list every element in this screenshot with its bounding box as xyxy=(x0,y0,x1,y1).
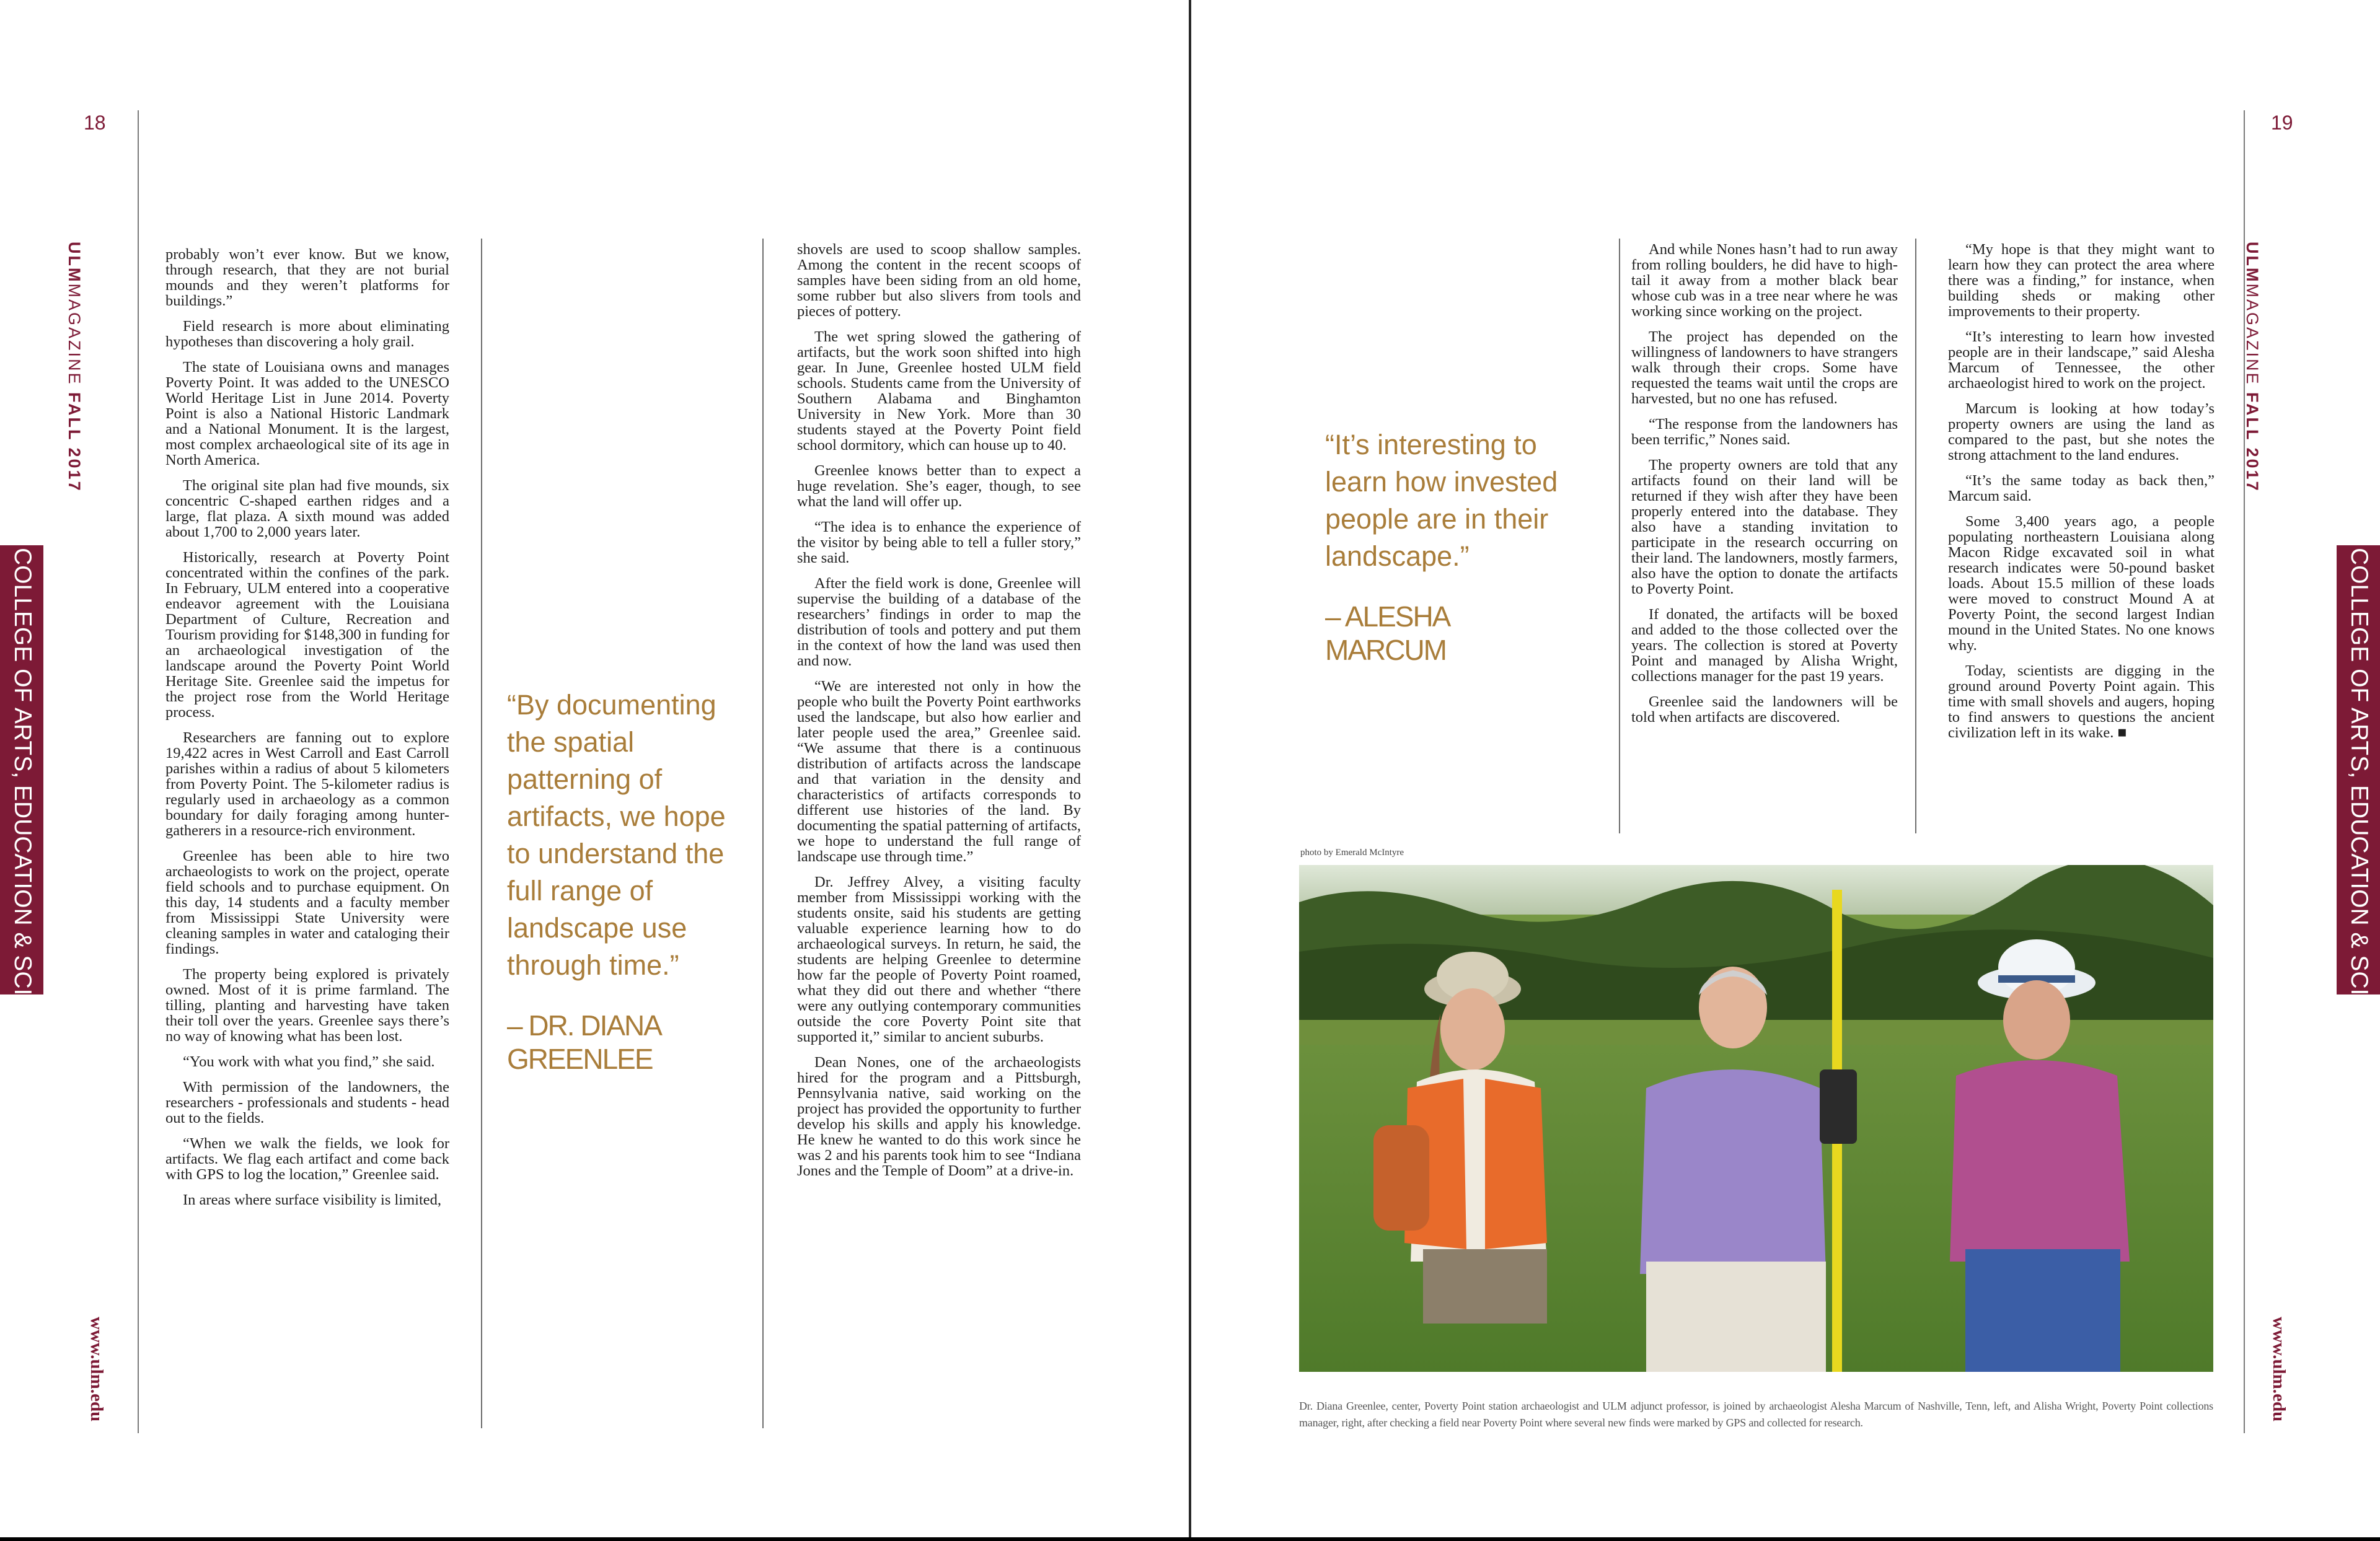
masthead-issue: FALL 2017 xyxy=(2243,392,2262,493)
website-left: www.ulm.edu xyxy=(87,1317,107,1422)
archaeologists-photo xyxy=(1299,865,2213,1372)
paragraph: If donated, the artifacts will be boxed and added to the those collected over the years. The collection is stored at Poverty Point and managed by Alisha Wright, collections manager for the past 19 years. xyxy=(1631,606,1898,685)
masthead-word: MAGAZINE xyxy=(2243,283,2262,386)
paragraph: “When we walk the fields, we look for artifacts. We flag each artifact and come back with GPS to log the location,” Greenlee said. xyxy=(165,1135,449,1183)
paragraph: The original site plan had five mounds, six concentric C-shaped earthen ridges and a large, flat plaza. A sixth mound was added about 1,700 to 2,000 years later. xyxy=(165,477,449,540)
masthead-right xyxy=(2242,242,2262,493)
column-rule xyxy=(1619,239,1620,833)
website-right: www.ulm.edu xyxy=(2269,1317,2289,1422)
section-tab-left xyxy=(0,545,43,1079)
column-rule xyxy=(481,239,482,1428)
paragraph: “The response from the landowners has been terrific,” Nones said. xyxy=(1631,416,1898,448)
section-tab-label: COLLEGE OF ARTS, EDUCATION & SCIENCES xyxy=(2346,548,2373,1079)
photo-illustration xyxy=(1299,865,2213,1372)
paragraph: “We are interested not only in how the people who built the Poverty Point earthworks used the landscape, but also how earlier and later people used the area,” Greenlee said. “We assume that there is a continuous distribution of artifacts across the landscape and that variation in the density and characteristics of artifacts corresponds to different use histories of the land. By documenting the spatial patterning of artifacts, we hope to understand the full range of landscape use through time.” xyxy=(797,678,1081,865)
paragraph: The property being explored is privately owned. Most of it is prime farmland. The tilling, planting and harvesting have taken their toll over the years. Greenlee says there’s no way of knowing what has been lost. xyxy=(165,966,449,1045)
paragraph: In areas where surface visibility is limited, xyxy=(183,1192,442,1208)
paragraph: “My hope is that they might want to learn how they can protect the area where there was a finding,” for instance, when building sheds or making other improvements to their property. xyxy=(1948,241,2215,320)
paragraph: Dean Nones, one of the archaeologists hired for the program and a Pittsburgh, Pennsylvania native, said working on the project has provided the opportunity to further develop his skills and apply his knowledge. He knew he wanted to do this work since he was 2 and his parents took him to see “Indiana Jones and the Temple of Doom” at a drive-in. xyxy=(797,1054,1081,1179)
paragraph: Some 3,400 years ago, a people populating northeastern Louisiana along Macon Ridge excavated soil in what research indicates were 50-pound basket loads. About 15.5 million of these loads were moved to construct Mound A at Poverty Point, the second largest Indian mound in the United States. No one knows why. xyxy=(1948,513,2215,654)
masthead-brand: ULM xyxy=(65,242,84,284)
paragraph: Greenlee has been able to hire two archaeologists to work on the project, operate field schools and to purchase equipment. On this day, 14 students and a faculty member from Mississippi State University were cleaning samples in water and cataloging their findings. xyxy=(165,848,449,957)
paragraph: Greenlee said the landowners will be told when artifacts are discovered. xyxy=(1631,693,1898,726)
paragraph: The state of Louisiana owns and manages Poverty Point. It was added to the UNESCO World Heritage List in June 2014. Poverty Point is also a National Historic Landmark and a National Monument. It is the largest, most complex archaeological site of its age in North America. xyxy=(165,359,449,468)
spine-gutter xyxy=(1189,0,1191,1541)
paragraph: Today, scientists are digging in the ground around Poverty Point again. This time with small shovels and augers, hoping to find answers to questions the ancient civilization left in its wake. ■ xyxy=(1948,662,2215,741)
paragraph: The project has depended on the willingness of landowners to have strangers walk through their crops. Some have requested the teams wait until the crops are harvested, but no one has refused. xyxy=(1631,328,1898,407)
left-margin-rule xyxy=(138,110,139,1433)
article-column-4 xyxy=(1948,242,2215,750)
section-tab-label: COLLEGE OF ARTS, EDUCATION & SCIENCES xyxy=(9,548,36,1079)
paragraph: “You work with what you find,” she said. xyxy=(183,1053,435,1070)
paragraph: “It’s interesting to learn how invested people are in their landscape,” said Alesha Marcum of Tennessee, the other archaeologist hired to work on the project. xyxy=(1948,328,2215,392)
paragraph: probably won’t ever know. But we know, through research, that they are not burial mounds and they weren’t platforms for buildings.” xyxy=(165,246,449,309)
masthead-issue: FALL 2017 xyxy=(65,392,84,493)
paragraph: shovels are used to scoop shallow samples. Among the content in the recent scoops of samples have been siding from an old home, some rubber but also slivers from tools and pieces of pottery. xyxy=(797,241,1081,320)
pullquote-attribution: – ALESHA MARCUM xyxy=(1325,600,1448,666)
paragraph: And while Nones hasn’t had to run away from rolling boulders, he did have to high-tail it away from a mother black bear whose cub was in a tree near where he was working since working on the project. xyxy=(1631,241,1898,320)
pullquote-marcum xyxy=(1325,426,1573,667)
photo-caption: Dr. Diana Greenlee, center, Poverty Point station archaeologist and ULM adjunct professor, is joined by archaeologist Alesha Marcum of Nashville, Tenn, left, and Alisha Wright, Poverty Point collections manager, right, after checking a field near Poverty Point where several new finds were marked by GPS and collected for research. xyxy=(1299,1400,2213,1429)
page-number-right: 19 xyxy=(2271,112,2293,134)
masthead-word: MAGAZINE xyxy=(65,283,84,386)
pullquote-greenlee xyxy=(507,687,755,1076)
paragraph: The wet spring slowed the gathering of artifacts, but the work soon shifted into high gear. In June, Greenlee hosted ULM field schools. Students came from the University of Southern Alabama and Binghamton University in New York. More than 30 students stayed at the Poverty Point field school dormitory, which can house up to 40. xyxy=(797,328,1081,454)
article-column-2 xyxy=(797,242,1081,1188)
masthead-left xyxy=(64,242,84,493)
paragraph: Field research is more about eliminating hypotheses than discovering a holy grail. xyxy=(165,318,449,350)
pullquote-text: “It’s interesting to learn how invested people are in their landscape.” xyxy=(1325,429,1558,572)
pullquote-attribution: – DR. DIANA GREENLEE xyxy=(507,1009,660,1075)
section-tab-right xyxy=(2337,545,2380,1079)
paragraph: “It’s the same today as back then,” Marcum said. xyxy=(1948,472,2215,504)
column-rule xyxy=(762,239,764,1428)
paragraph: After the field work is done, Greenlee will supervise the building of a database of the researchers’ findings in order to map the distribution of tools and pottery and put them in the context of how the land was used then and now. xyxy=(797,575,1081,669)
paragraph: Marcum is looking at how today’s property owners are using the land as compared to the past, but she notes the strong attachment to the land endures. xyxy=(1948,400,2215,463)
column-rule xyxy=(1915,239,1916,833)
pullquote-text: “By documenting the spatial patterning of artifacts, we hope to understand the full range of landscape use through time.” xyxy=(507,689,726,981)
article-column-3 xyxy=(1631,242,1898,735)
page-number-left: 18 xyxy=(84,112,106,134)
paragraph: With permission of the landowners, the researchers - professionals and students - head out to the fields. xyxy=(165,1079,449,1126)
article-column-1 xyxy=(165,247,449,1218)
masthead-brand: ULM xyxy=(2243,242,2262,284)
paragraph: Historically, research at Poverty Point concentrated within the confines of the park. In February, ULM entered into a cooperative endeavor agreement with the Louisiana Department of Culture, Recreation and Tourism providing for $148,300 in funding for an archaeological investigation of the landscape around the Poverty Point World Heritage Site. Greenlee said the impetus for the project rose from the World Heritage process. xyxy=(165,549,449,721)
paragraph: “The idea is to enhance the experience of the visitor by being able to tell a fuller story,” she said. xyxy=(797,519,1081,566)
paragraph: The property owners are told that any artifacts found on their land will be returned if they wish after they have been properly entered into the database. They also have a standing invitation to participate in the research occurring on their land. The landowners, mostly farmers, also have the option to donate the artifacts to Poverty Point. xyxy=(1631,457,1898,597)
paragraph: Greenlee knows better than to expect a huge revelation. She’s eager, though, to see what the land will offer up. xyxy=(797,462,1081,510)
bottom-edge xyxy=(0,1537,2380,1541)
paragraph: Dr. Jeffrey Alvey, a visiting faculty member from Mississippi working with the students onsite, said his students are getting valuable experience learning how to do archaeological surveys. In return, he said, the students are helping Greenlee to determine how far the people of Poverty Point roamed, what they did out there and whether “there were any outlying contemporary communities outside the core Poverty Point site that supported it,” similar to ancient suburbs. xyxy=(797,874,1081,1045)
photo-credit: photo by Emerald McIntyre xyxy=(1300,848,1404,858)
paragraph: Researchers are fanning out to explore 19,422 acres in West Carroll and East Carroll parishes within a radius of about 5 kilometers from Poverty Point. The 5-kilometer radius is regularly used in archaeology as a common boundary for daily foraging among hunter-gatherers in a resource-rich environment. xyxy=(165,729,449,839)
